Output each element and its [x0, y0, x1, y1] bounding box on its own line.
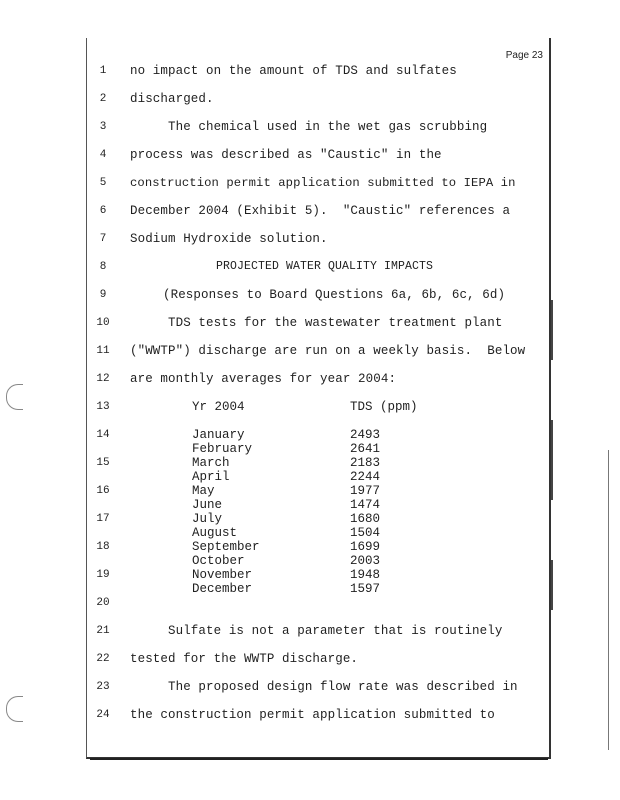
- table-cell-month: September: [192, 540, 260, 554]
- body-line: (Responses to Board Questions 6a, 6b, 6c, 6d): [163, 288, 506, 302]
- line-number: 12: [96, 373, 110, 385]
- table-cell-tds: 2183: [350, 456, 381, 470]
- line-number: 15: [96, 457, 110, 469]
- table-header-tds: TDS (ppm): [350, 400, 418, 414]
- table-cell-tds: 2244: [350, 470, 381, 484]
- margin-bar: [551, 560, 553, 610]
- margin-bar: [551, 300, 553, 360]
- table-cell-tds: 1977: [350, 484, 381, 498]
- line-number: 3: [99, 121, 107, 133]
- line-number: 10: [96, 317, 110, 329]
- body-line: discharged.: [130, 92, 214, 106]
- line-number: 13: [96, 401, 110, 413]
- scan-edge-line: [608, 450, 609, 750]
- line-number: 6: [99, 205, 107, 217]
- line-number: 23: [96, 681, 110, 693]
- body-line: the construction permit application submitted to: [130, 708, 495, 722]
- section-heading: PROJECTED WATER QUALITY IMPACTS: [216, 260, 434, 273]
- body-line: no impact on the amount of TDS and sulfates: [130, 64, 457, 78]
- line-number: 8: [99, 261, 107, 273]
- body-line: Sulfate is not a parameter that is routinely: [130, 624, 503, 638]
- table-cell-tds: 2641: [350, 442, 381, 456]
- table-cell-month: December: [192, 582, 253, 596]
- body-line: TDS tests for the wastewater treatment plant: [130, 316, 503, 330]
- page-frame: [86, 38, 551, 759]
- body-line: are monthly averages for year 2004:: [130, 372, 397, 386]
- line-number: 5: [99, 177, 107, 189]
- line-number: 24: [96, 709, 110, 721]
- body-line: process was described as "Caustic" in the: [130, 148, 442, 162]
- table-cell-tds: 2003: [350, 554, 381, 568]
- margin-bar: [551, 420, 553, 500]
- scan-hole-mark: [6, 696, 23, 722]
- table-cell-tds: 2493: [350, 428, 381, 442]
- table-cell-tds: 1474: [350, 498, 381, 512]
- table-cell-month: January: [192, 428, 245, 442]
- table-cell-tds: 1504: [350, 526, 381, 540]
- table-cell-month: July: [192, 512, 223, 526]
- line-number: 14: [96, 429, 110, 441]
- line-number: 22: [96, 653, 110, 665]
- page-number: Page 23: [505, 50, 543, 61]
- line-number: 19: [96, 569, 110, 581]
- line-number: 7: [99, 233, 107, 245]
- body-line: The chemical used in the wet gas scrubbing: [130, 120, 488, 134]
- line-number: 1: [99, 65, 107, 77]
- table-cell-month: March: [192, 456, 230, 470]
- table-cell-month: June: [192, 498, 223, 512]
- line-number: 20: [96, 597, 110, 609]
- body-line: December 2004 (Exhibit 5). "Caustic" references a: [130, 204, 511, 218]
- line-number: 17: [96, 513, 110, 525]
- scan-hole-mark: [6, 384, 23, 410]
- line-number: 21: [96, 625, 110, 637]
- table-cell-month: August: [192, 526, 238, 540]
- table-cell-month: April: [192, 470, 230, 484]
- body-line: ("WWTP") discharge are run on a weekly basis. Below: [130, 344, 526, 358]
- bottom-rule: [90, 758, 548, 760]
- table-cell-month: November: [192, 568, 253, 582]
- table-header-month: Yr 2004: [192, 400, 245, 414]
- line-number: 18: [96, 541, 110, 553]
- table-cell-month: October: [192, 554, 245, 568]
- table-cell-month: May: [192, 484, 215, 498]
- table-cell-month: February: [192, 442, 253, 456]
- table-cell-tds: 1699: [350, 540, 381, 554]
- line-number: 16: [96, 485, 110, 497]
- line-number: 4: [99, 149, 107, 161]
- body-line: construction permit application submitted to IEPA in: [130, 176, 516, 190]
- body-line: Sodium Hydroxide solution.: [130, 232, 328, 246]
- line-number: 9: [99, 289, 107, 301]
- line-number: 11: [96, 345, 110, 357]
- body-line: tested for the WWTP discharge.: [130, 652, 359, 666]
- table-cell-tds: 1680: [350, 512, 381, 526]
- line-number: 2: [99, 93, 107, 105]
- body-line: The proposed design flow rate was described in: [130, 680, 518, 694]
- table-cell-tds: 1948: [350, 568, 381, 582]
- table-cell-tds: 1597: [350, 582, 381, 596]
